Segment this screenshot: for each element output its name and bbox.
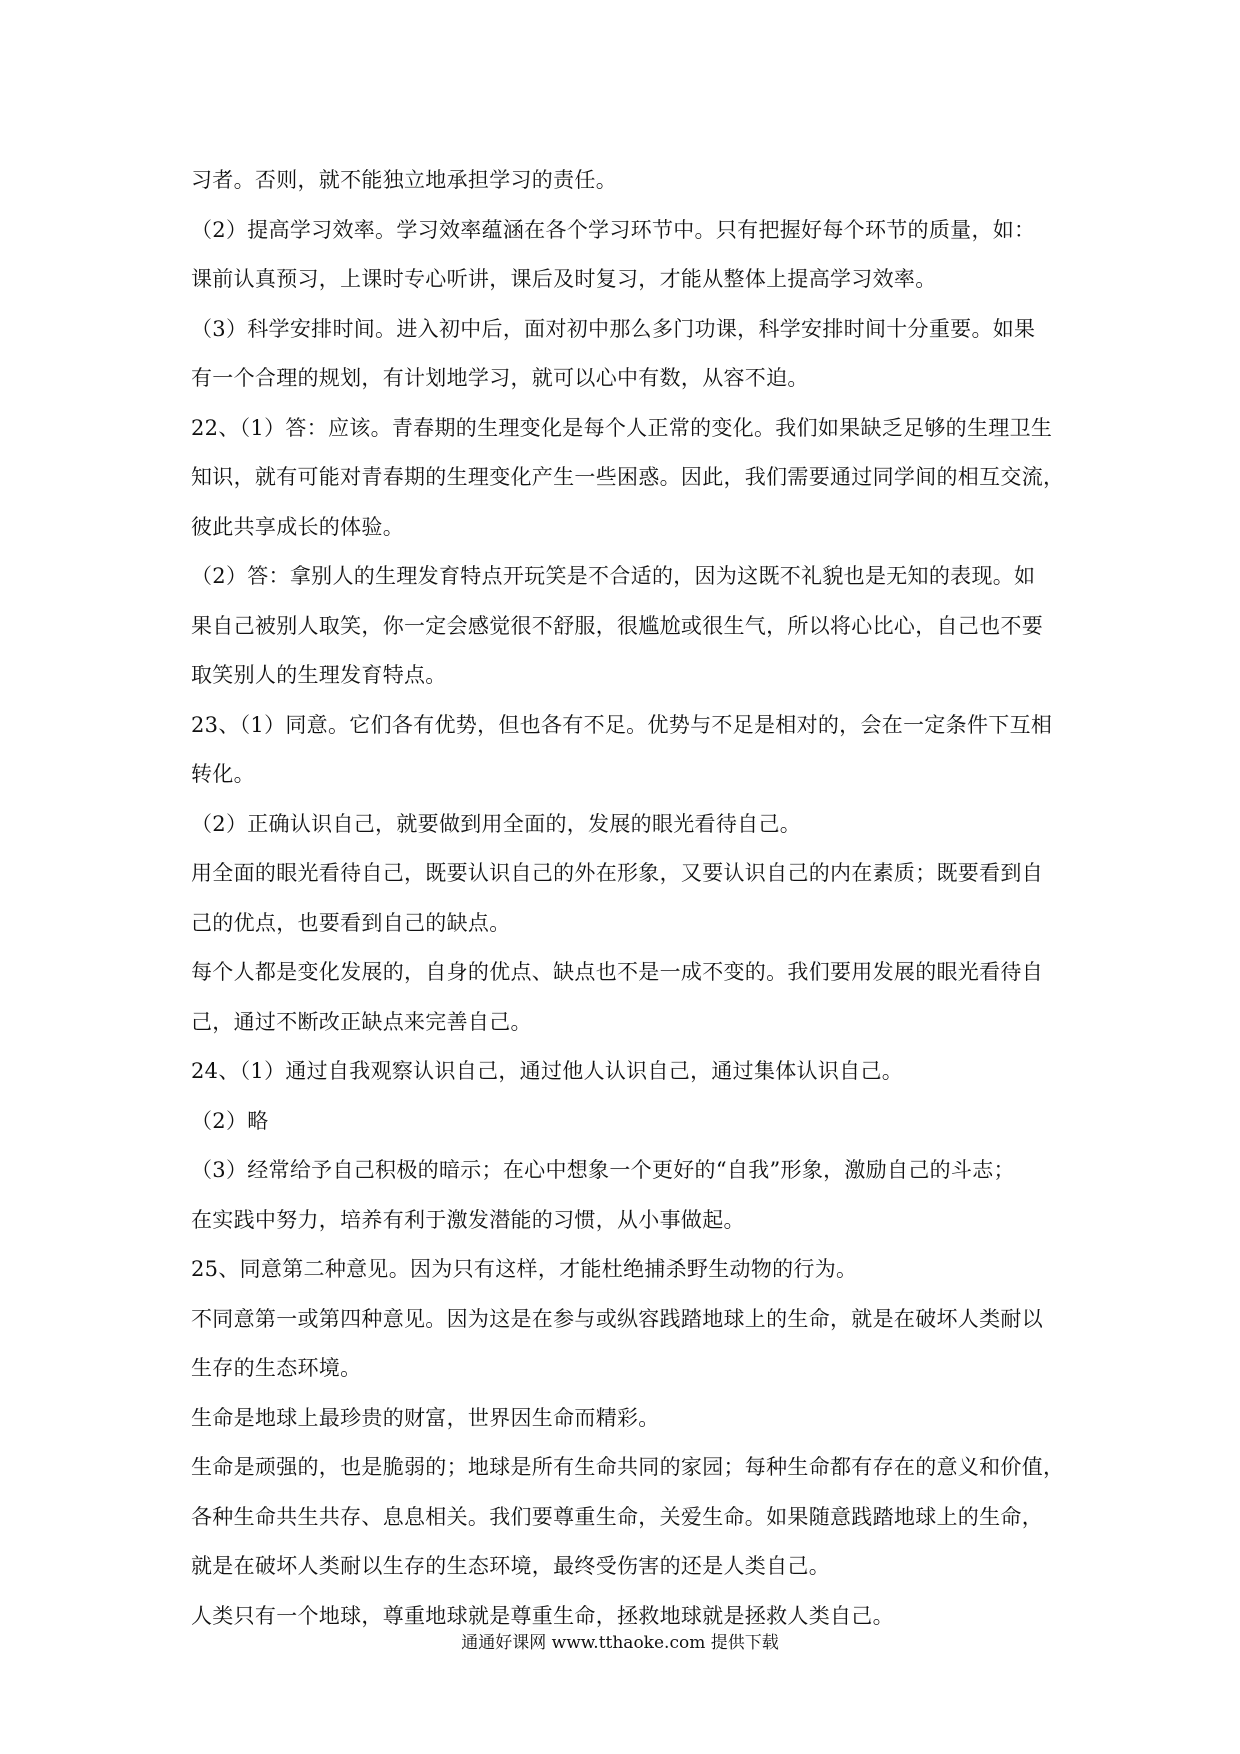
- text-line: 取笑别人的生理发育特点。: [191, 663, 447, 687]
- text-line: （2）答：拿别人的生理发育特点开玩笑是不合适的，因为这既不礼貌也是无知的表现。如: [191, 564, 1036, 588]
- text-line: （2）提高学习效率。学习效率蕴涵在各个学习环节中。只有把握好每个环节的质量，如：: [191, 217, 1036, 242]
- text-line: 有一个合理的规划，有计划地学习，就可以心中有数，从容不迫。: [191, 366, 809, 390]
- text-line: 25、同意第二种意见。因为只有这样，才能杜绝捕杀野生动物的行为。: [191, 1257, 858, 1281]
- text-line: 各种生命共生共存、息息相关。我们要尊重生命，关爱生命。如果随意践踏地球上的生命，: [191, 1504, 1043, 1529]
- text-line: 用全面的眼光看待自己，既要认识自己的外在形象，又要认识自己的内在素质；既要看到自: [191, 861, 1043, 885]
- text-line: 生存的生态环境。: [191, 1356, 362, 1380]
- text-line: 转化。: [191, 762, 255, 786]
- text-line: 己，通过不断改正缺点来完善自己。: [191, 1009, 532, 1034]
- text-line: 知识，就有可能对青春期的生理变化产生一些困惑。因此，我们需要通过同学间的相互交流，: [191, 465, 1065, 489]
- text-line: （3）经常给予自己积极的暗示；在心中想象一个更好的“自我”形象，激励自己的斗志；: [191, 1158, 1015, 1182]
- text-line: （2）略: [191, 1108, 269, 1133]
- text-line: （2）正确认识自己，就要做到用全面的，发展的眼光看待自己。: [191, 811, 802, 836]
- text-line: 果自己被别人取笑，你一定会感觉很不舒服，很尴尬或很生气，所以将心比心，自己也不要: [191, 613, 1043, 638]
- text-line: 彼此共享成长的体验。: [191, 514, 404, 539]
- text-line: 24、（1）通过自我观察认识自己，通过他人认识自己，通过集体认识自己。: [191, 1059, 904, 1083]
- text-line: 生命是地球上最珍贵的财富，世界因生命而精彩。: [191, 1405, 660, 1430]
- text-line: 不同意第一或第四种意见。因为这是在参与或纵容践踏地球上的生命，就是在破坏人类耐以: [191, 1306, 1043, 1331]
- text-line: 就是在破坏人类耐以生存的生态环境，最终受伤害的还是人类自己。: [191, 1554, 830, 1578]
- text-line: 习者。否则，就不能独立地承担学习的责任。: [191, 168, 617, 192]
- text-line: 己的优点，也要看到自己的缺点。: [191, 910, 511, 935]
- text-line: 每个人都是变化发展的，自身的优点、缺点也不是一成不变的。我们要用发展的眼光看待自: [191, 960, 1043, 984]
- text-line: 22、（1）答：应该。青春期的生理变化是每个人正常的变化。我们如果缺乏足够的生理卫生: [191, 415, 1053, 440]
- text-line: 生命是顽强的，也是脆弱的；地球是所有生命共同的家园；每种生命都有存在的意义和价值，: [191, 1455, 1065, 1479]
- text-line: 人类只有一个地球，尊重地球就是尊重生命，拯救地球就是拯救人类自己。: [191, 1603, 894, 1628]
- page-footer: 通通好课网 www.tthaoke.com 提供下载: [461, 1633, 779, 1653]
- text-line: 课前认真预习，上课时专心听讲，课后及时复习，才能从整体上提高学习效率。: [191, 267, 937, 291]
- text-line: 23、（1）同意。它们各有优势，但也各有不足。优势与不足是相对的，会在一定条件下互相: [191, 712, 1053, 737]
- text-line: （3）科学安排时间。进入初中后，面对初中那么多门功课，科学安排时间十分重要。如果: [191, 316, 1036, 341]
- document-body: [191, 156, 1065, 1641]
- text-line: 在实践中努力，培养有利于激发潜能的习惯，从小事做起。: [191, 1207, 745, 1232]
